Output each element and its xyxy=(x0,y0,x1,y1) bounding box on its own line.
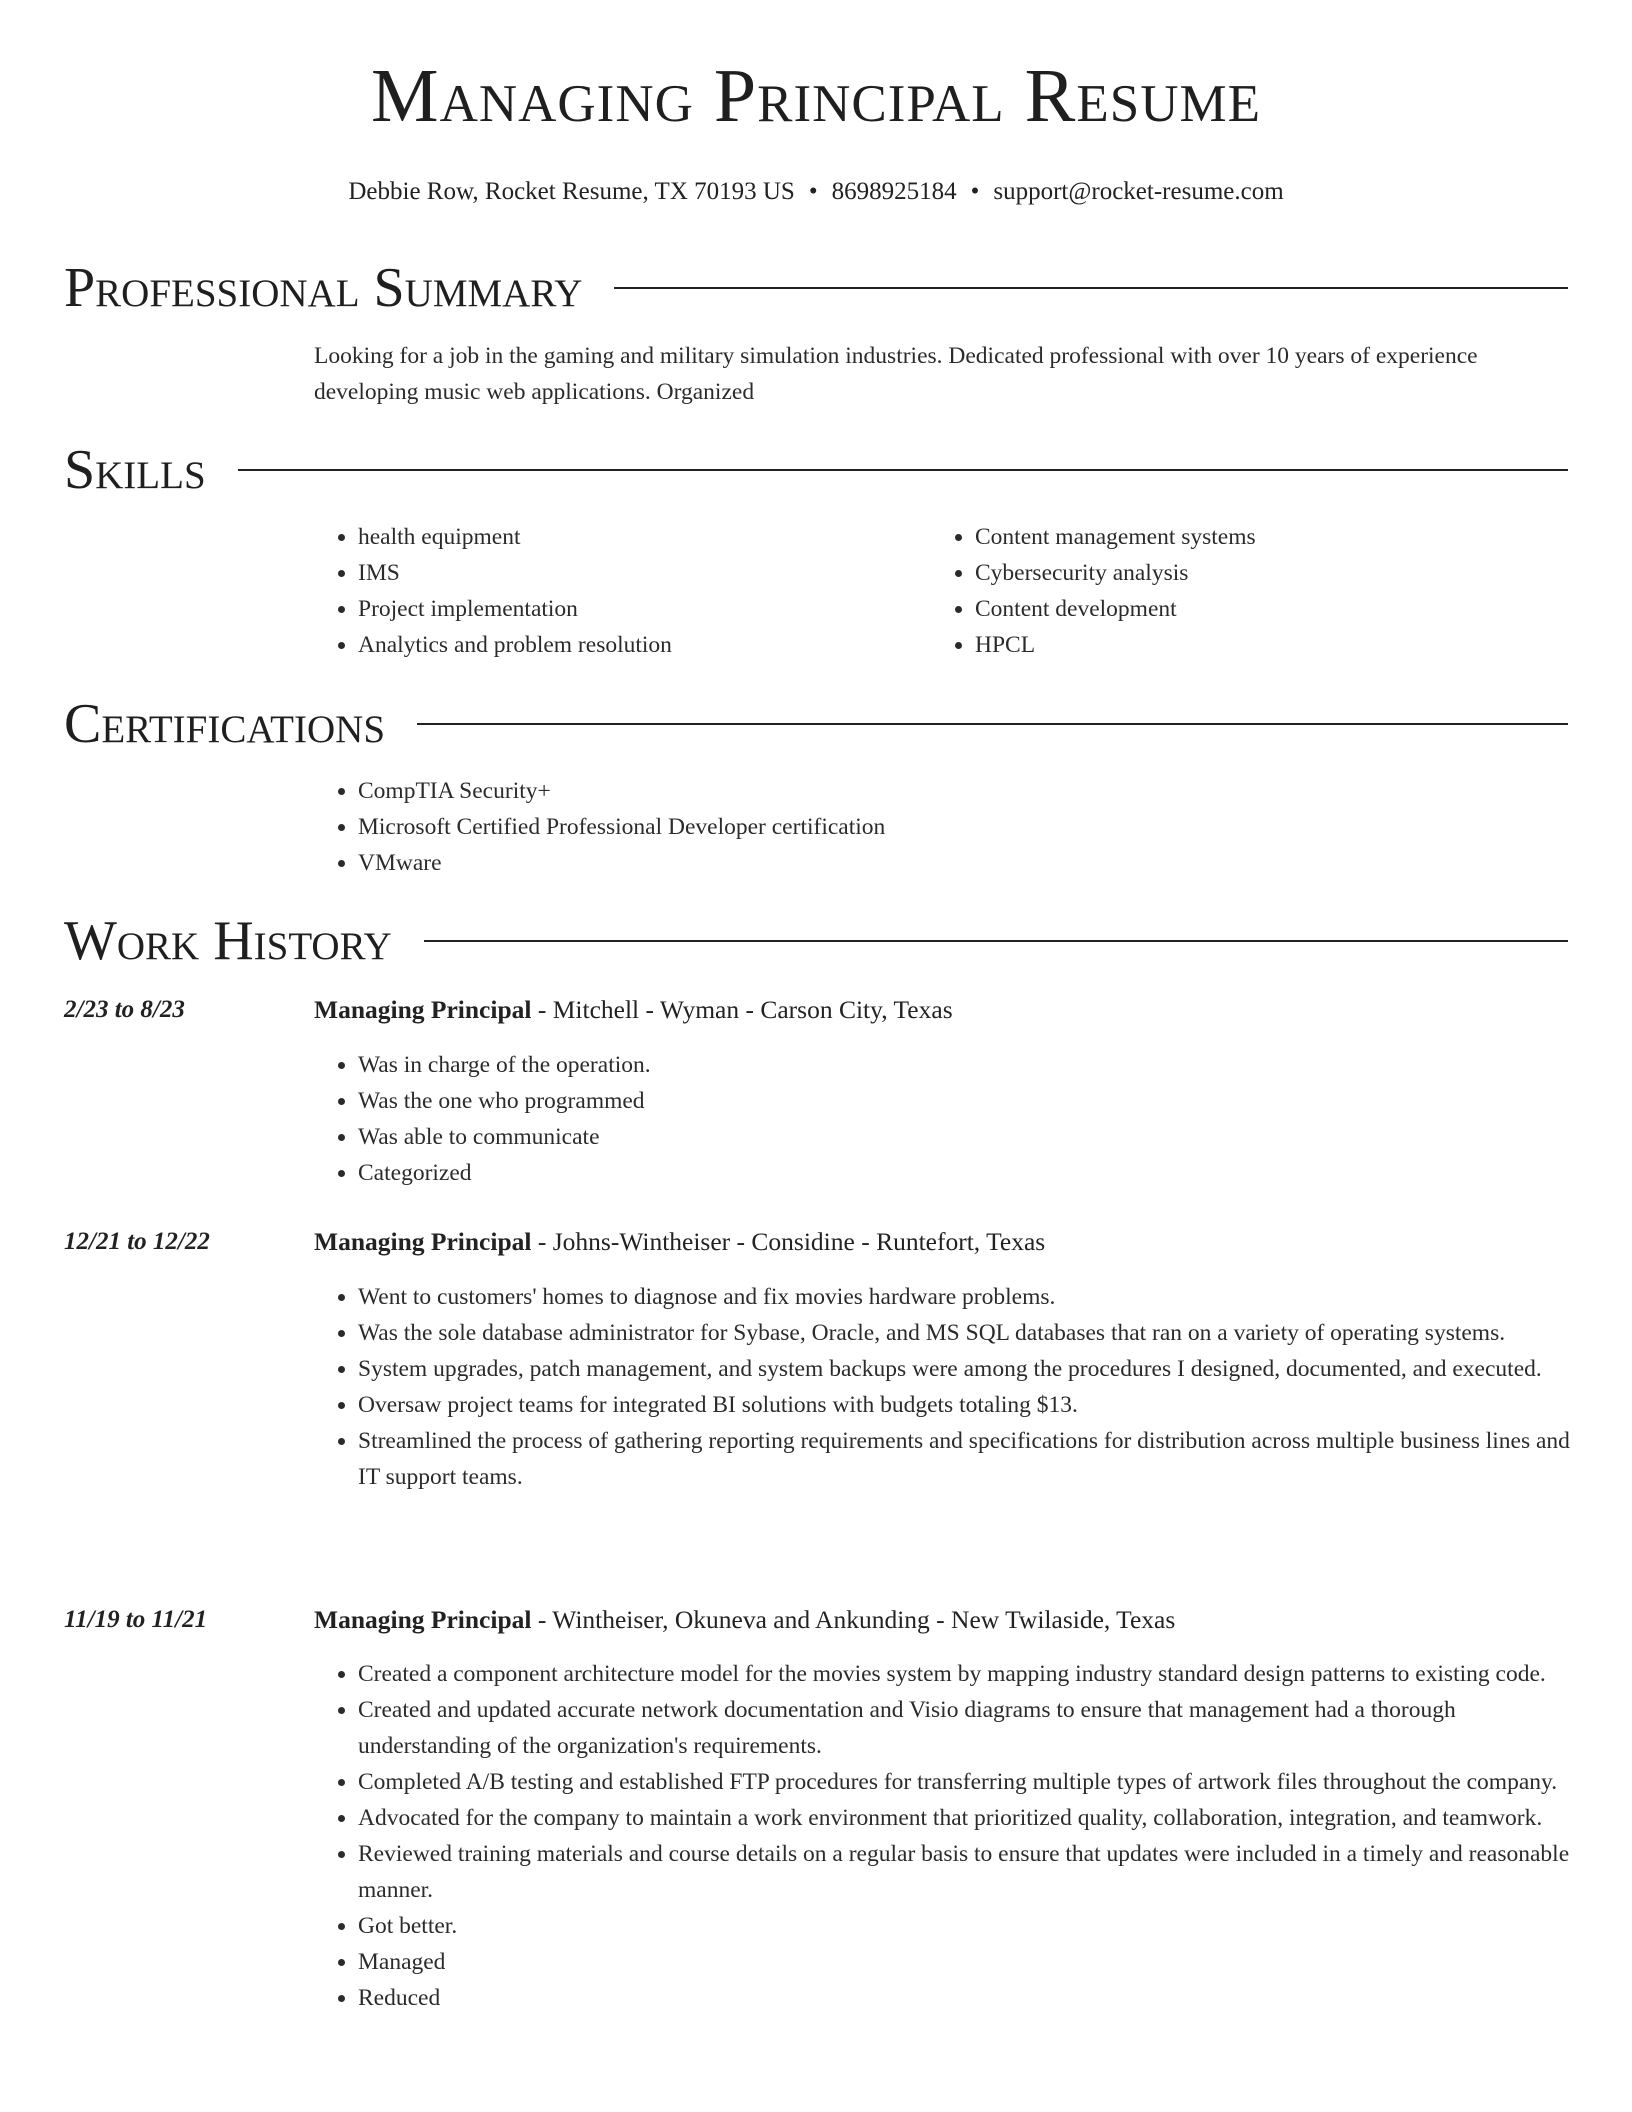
section-divider xyxy=(614,287,1568,289)
job-dates: 11/19 to 11/21 xyxy=(64,1606,208,1633)
summary-text: Looking for a job in the gaming and military simulation industries. Dedicated professional with over 10 years of experience developing music web applications. Organized xyxy=(314,343,1478,405)
job-title-line xyxy=(314,1602,1175,1638)
job-dates: 2/23 to 8/23 xyxy=(64,996,185,1023)
skill-item: • Content management systems xyxy=(975,519,1531,555)
summary-heading: Professional Summary xyxy=(64,257,583,319)
summary-section-header xyxy=(64,258,1568,318)
job-bullet: • Created a component architecture model for the movies system by mapping industry standard design patterns to existing code. xyxy=(358,1656,1570,1692)
skill-item: • IMS xyxy=(358,555,914,591)
skill-item: • Project implementation xyxy=(358,591,914,627)
skill-item: • HPCL xyxy=(975,627,1531,663)
job-responsibilities xyxy=(314,1047,1570,1191)
job-bullets xyxy=(314,1656,1570,2016)
section-divider xyxy=(424,940,1568,942)
contact-email: support@rocket-resume.com xyxy=(993,178,1284,205)
skills-list-left xyxy=(314,519,914,663)
job-bullet: • Oversaw project teams for integrated BI solutions with budgets totaling $13. xyxy=(358,1387,1570,1423)
certification-item: • Microsoft Certified Professional Developer certification xyxy=(358,809,1568,845)
contact-address: Debbie Row, Rocket Resume, TX 70193 US xyxy=(348,178,795,205)
skills-list-right xyxy=(931,519,1531,663)
job-bullet: • Was the one who programmed xyxy=(358,1083,1570,1119)
section-divider xyxy=(417,723,1568,725)
job-title: Managing Principal xyxy=(314,995,532,1024)
job-employer-location: - Johns-Wintheiser - Considine - Runtefort, Texas xyxy=(531,1227,1046,1256)
skill-item: • Cybersecurity analysis xyxy=(975,555,1531,591)
job-bullet: • Got better. xyxy=(358,1908,1570,1944)
job-bullet: • Managed xyxy=(358,1944,1570,1980)
job-responsibilities xyxy=(314,1656,1570,2016)
separator-dot: • xyxy=(808,178,818,205)
job-responsibilities xyxy=(314,1279,1570,1495)
job-title: Managing Principal xyxy=(314,1227,532,1256)
work-history-heading: Work History xyxy=(64,910,392,972)
job-bullet: • Categorized xyxy=(358,1155,1570,1191)
job-title-line xyxy=(314,992,953,1028)
certification-item: • VMware xyxy=(358,845,1568,881)
contact-phone: 8698925184 xyxy=(831,178,957,205)
job-bullet: • Advocated for the company to maintain a work environment that prioritized quality, collaboration, integration, and teamwork. xyxy=(358,1800,1570,1836)
job-employer-location: - Wintheiser, Okuneva and Ankunding - New Twilaside, Texas xyxy=(531,1605,1176,1634)
resume-title: Managing Principal Resume xyxy=(371,54,1261,138)
job-bullet: • Streamlined the process of gathering reporting requirements and specifications for distribution across multiple business lines and IT support teams. xyxy=(358,1423,1570,1495)
job-bullet: • Was able to communicate xyxy=(358,1119,1570,1155)
job-bullet: • Was the sole database administrator for Sybase, Oracle, and MS SQL databases that ran on a variety of operating systems. xyxy=(358,1315,1570,1351)
skill-item: • health equipment xyxy=(358,519,914,555)
job-bullet: • Reduced xyxy=(358,1980,1570,2016)
certifications-list xyxy=(314,773,1568,881)
certifications-section-header xyxy=(64,694,1568,754)
skill-item: • Content development xyxy=(975,591,1531,627)
certifications-heading: Certifications xyxy=(64,693,386,755)
certification-item: • CompTIA Security+ xyxy=(358,773,1568,809)
skill-item: • Analytics and problem resolution xyxy=(358,627,914,663)
job-bullet: • System upgrades, patch management, and system backups were among the procedures I designed, documented, and executed. xyxy=(358,1351,1570,1387)
separator-dot: • xyxy=(970,178,980,205)
job-bullets xyxy=(314,1047,1570,1191)
job-title-line xyxy=(314,1224,1045,1260)
contact-line xyxy=(0,177,1632,207)
job-bullet: • Went to customers' homes to diagnose and fix movies hardware problems. xyxy=(358,1279,1570,1315)
section-divider xyxy=(238,469,1568,471)
job-bullets xyxy=(314,1279,1570,1495)
skills-left-column xyxy=(314,519,914,663)
job-employer-location: - Mitchell - Wyman - Carson City, Texas xyxy=(531,995,953,1024)
skills-section-header xyxy=(64,440,1568,500)
job-bullet: • Was in charge of the operation. xyxy=(358,1047,1570,1083)
job-dates: 12/21 to 12/22 xyxy=(64,1228,210,1255)
job-bullet: • Created and updated accurate network documentation and Visio diagrams to ensure that management had a thorough understanding of the organization's requirements. xyxy=(358,1692,1570,1764)
job-bullet: • Reviewed training materials and course details on a regular basis to ensure that updates were included in a timely and reasonable manner. xyxy=(358,1836,1570,1908)
work-history-section-header xyxy=(64,911,1568,971)
skills-right-column xyxy=(931,519,1531,663)
skills-heading: Skills xyxy=(64,439,206,501)
job-title: Managing Principal xyxy=(314,1605,532,1634)
job-bullet: • Completed A/B testing and established FTP procedures for transferring multiple types of artwork files throughout the company. xyxy=(358,1764,1570,1800)
certifications-block xyxy=(314,773,1568,881)
